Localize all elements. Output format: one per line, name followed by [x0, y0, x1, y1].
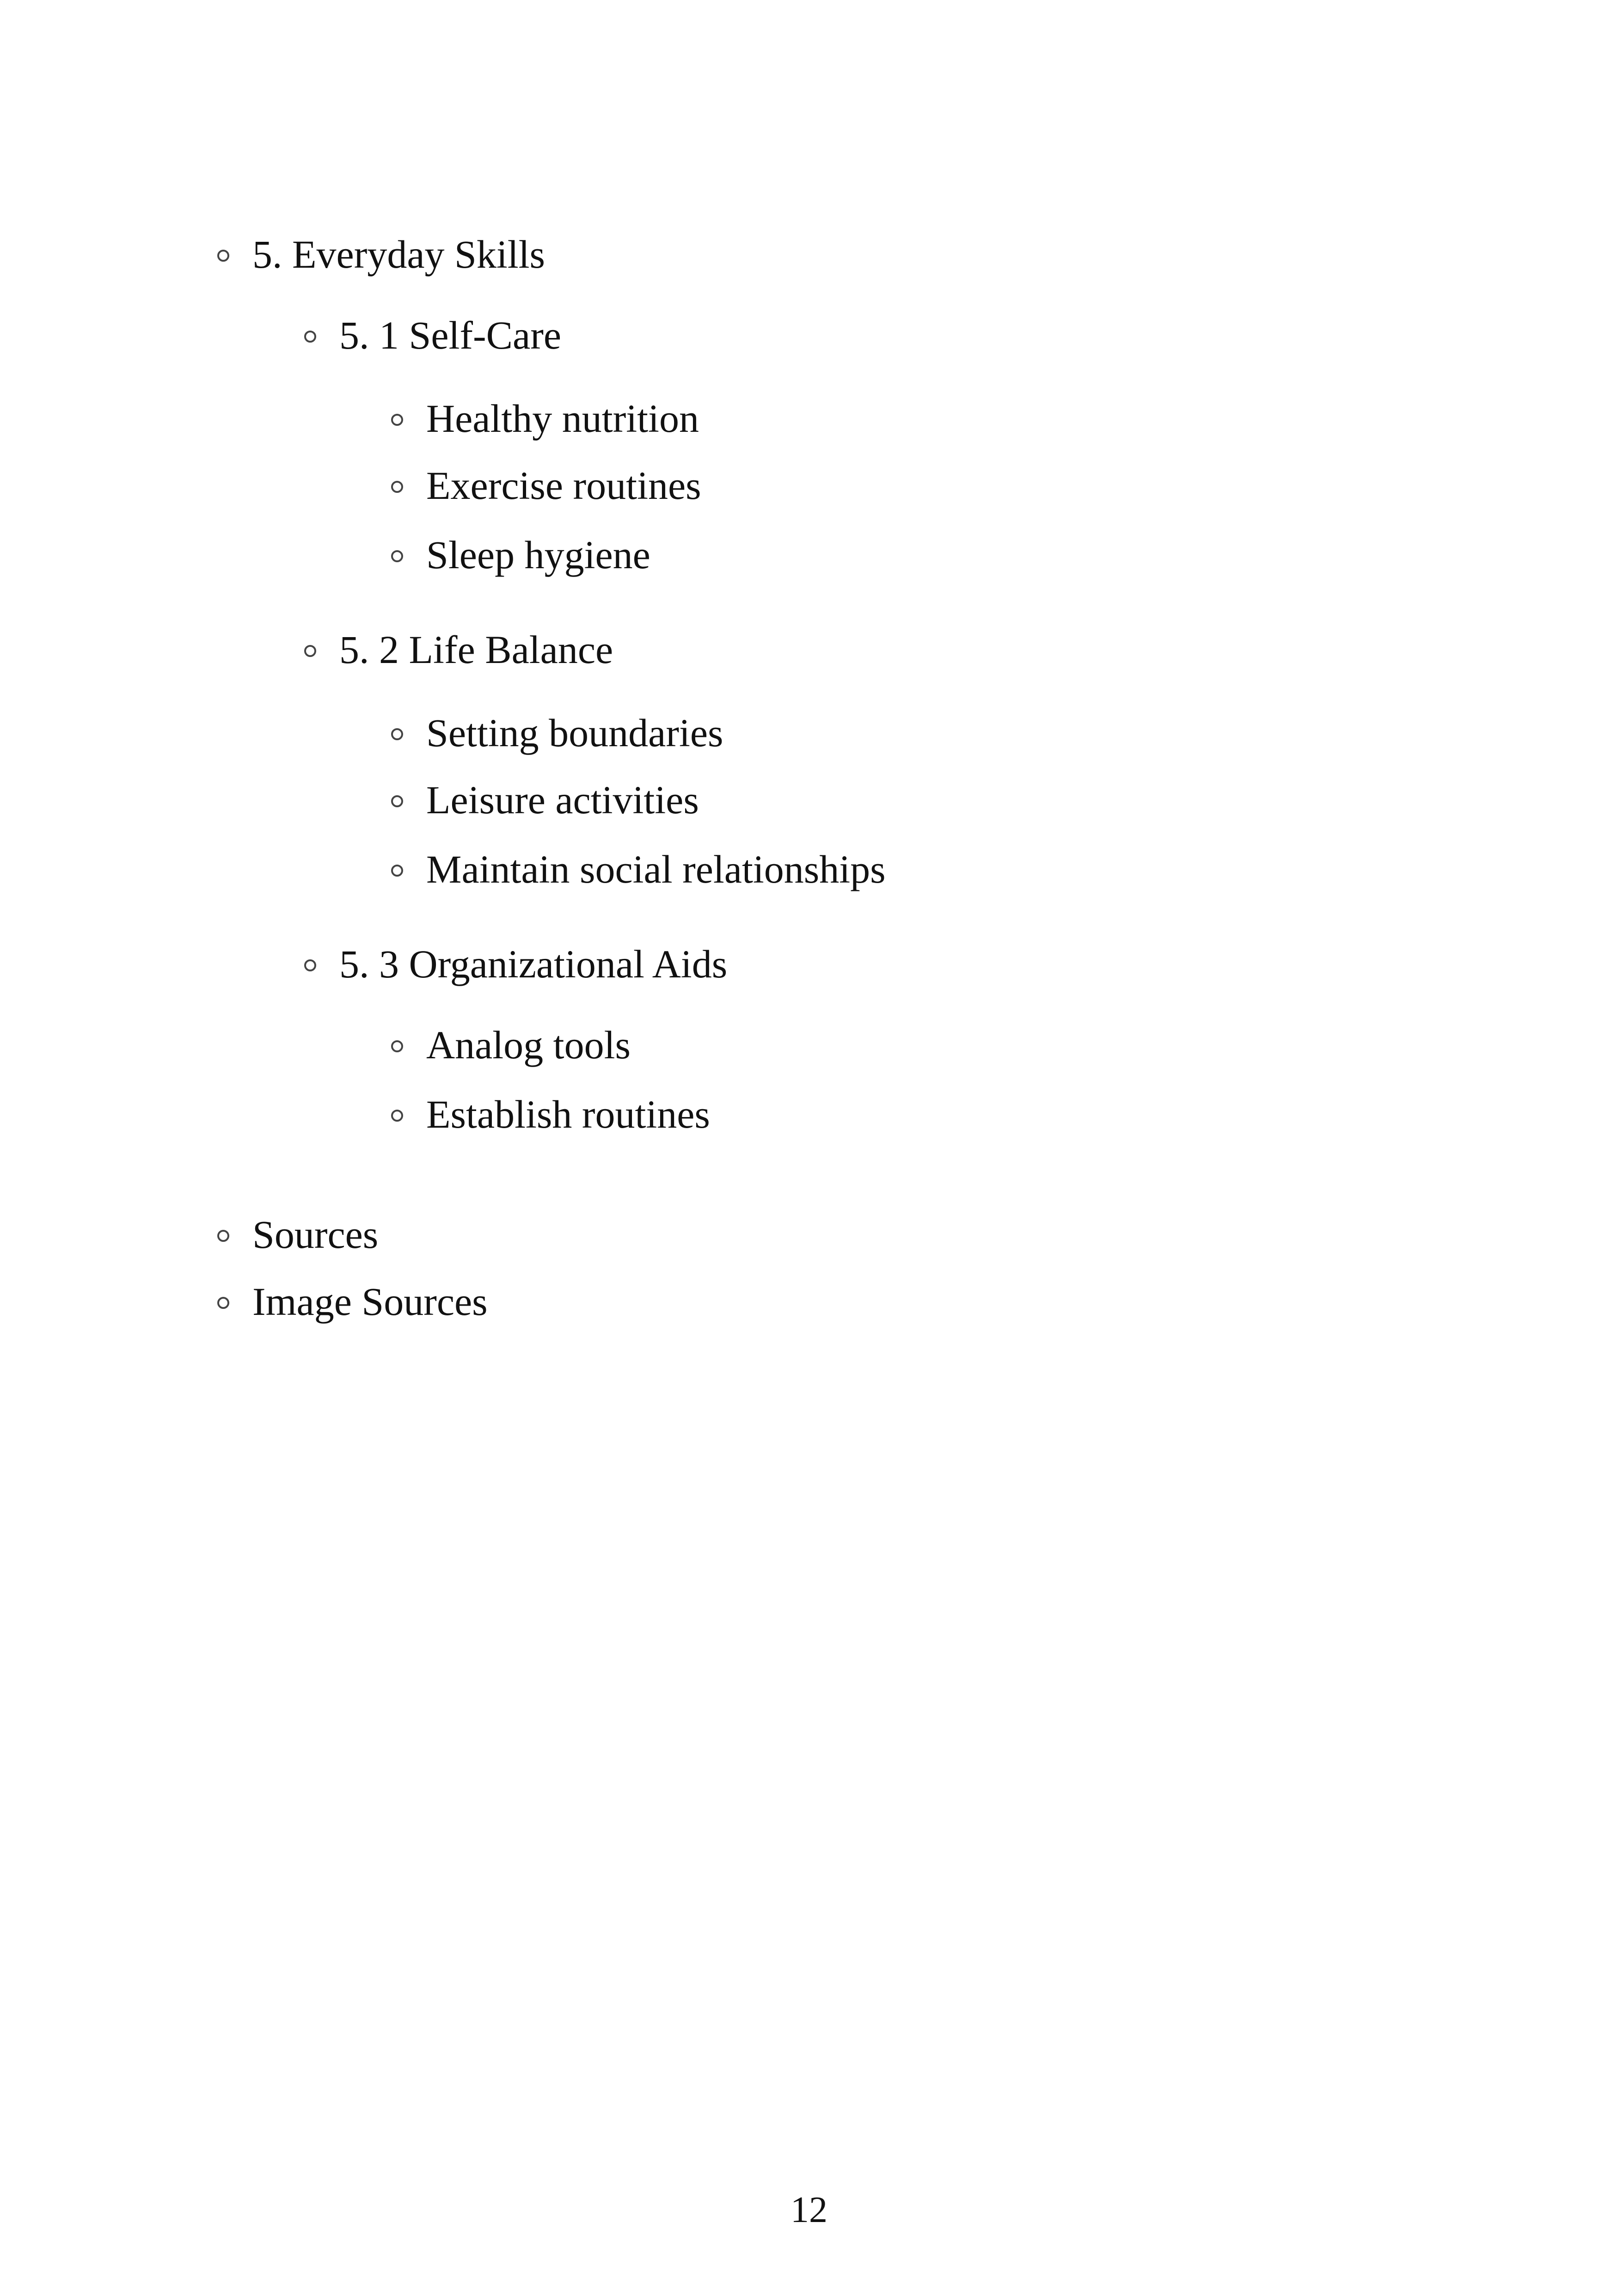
toc-item-sleep-hygiene[interactable]	[391, 527, 650, 583]
toc-label: Setting boundaries	[426, 711, 723, 755]
toc-item-sources[interactable]	[217, 1207, 378, 1262]
toc-label: Analog tools	[426, 1023, 631, 1067]
toc-item-everyday-skills[interactable]	[217, 227, 545, 282]
toc-label: Maintain social relationships	[426, 847, 886, 891]
toc-label: Exercise routines	[426, 463, 701, 508]
toc-label: Sources	[252, 1212, 379, 1257]
circle-bullet-icon	[391, 1040, 403, 1052]
toc-label: Healthy nutrition	[426, 396, 699, 441]
toc-item-healthy-nutrition[interactable]	[391, 391, 699, 446]
toc-label: 5. Everyday Skills	[252, 232, 545, 276]
toc-item-analog-tools[interactable]	[391, 1017, 631, 1073]
toc-label: Establish routines	[426, 1092, 710, 1136]
circle-bullet-icon	[391, 481, 403, 493]
circle-bullet-icon	[391, 795, 403, 807]
toc-item-establish-routines[interactable]	[391, 1087, 710, 1142]
circle-bullet-icon	[304, 959, 316, 971]
page-number: 12	[791, 2190, 827, 2230]
toc-item-leisure-activities[interactable]	[391, 772, 699, 828]
circle-bullet-icon	[391, 865, 403, 877]
circle-bullet-icon	[391, 550, 403, 562]
toc-label: Leisure activities	[426, 778, 699, 822]
toc-label: 5. 1 Self-Care	[339, 313, 562, 357]
circle-bullet-icon	[391, 728, 403, 740]
toc-item-setting-boundaries[interactable]	[391, 705, 723, 761]
toc-label: Image Sources	[252, 1279, 488, 1324]
toc-item-self-care[interactable]	[304, 307, 561, 363]
toc-item-organizational-aids[interactable]	[304, 936, 727, 992]
toc-label: 5. 2 Life Balance	[339, 627, 613, 672]
toc-item-life-balance[interactable]	[304, 622, 613, 677]
toc-label: Sleep hygiene	[426, 533, 650, 577]
circle-bullet-icon	[217, 1297, 229, 1309]
circle-bullet-icon	[391, 414, 403, 426]
circle-bullet-icon	[217, 250, 229, 262]
circle-bullet-icon	[304, 331, 316, 343]
circle-bullet-icon	[391, 1110, 403, 1122]
circle-bullet-icon	[304, 645, 316, 657]
toc-item-exercise-routines[interactable]	[391, 458, 701, 513]
toc-item-image-sources[interactable]	[217, 1274, 488, 1329]
toc-label: 5. 3 Organizational Aids	[339, 942, 728, 986]
toc-item-maintain-social-relationships[interactable]	[391, 841, 886, 897]
circle-bullet-icon	[217, 1230, 229, 1242]
